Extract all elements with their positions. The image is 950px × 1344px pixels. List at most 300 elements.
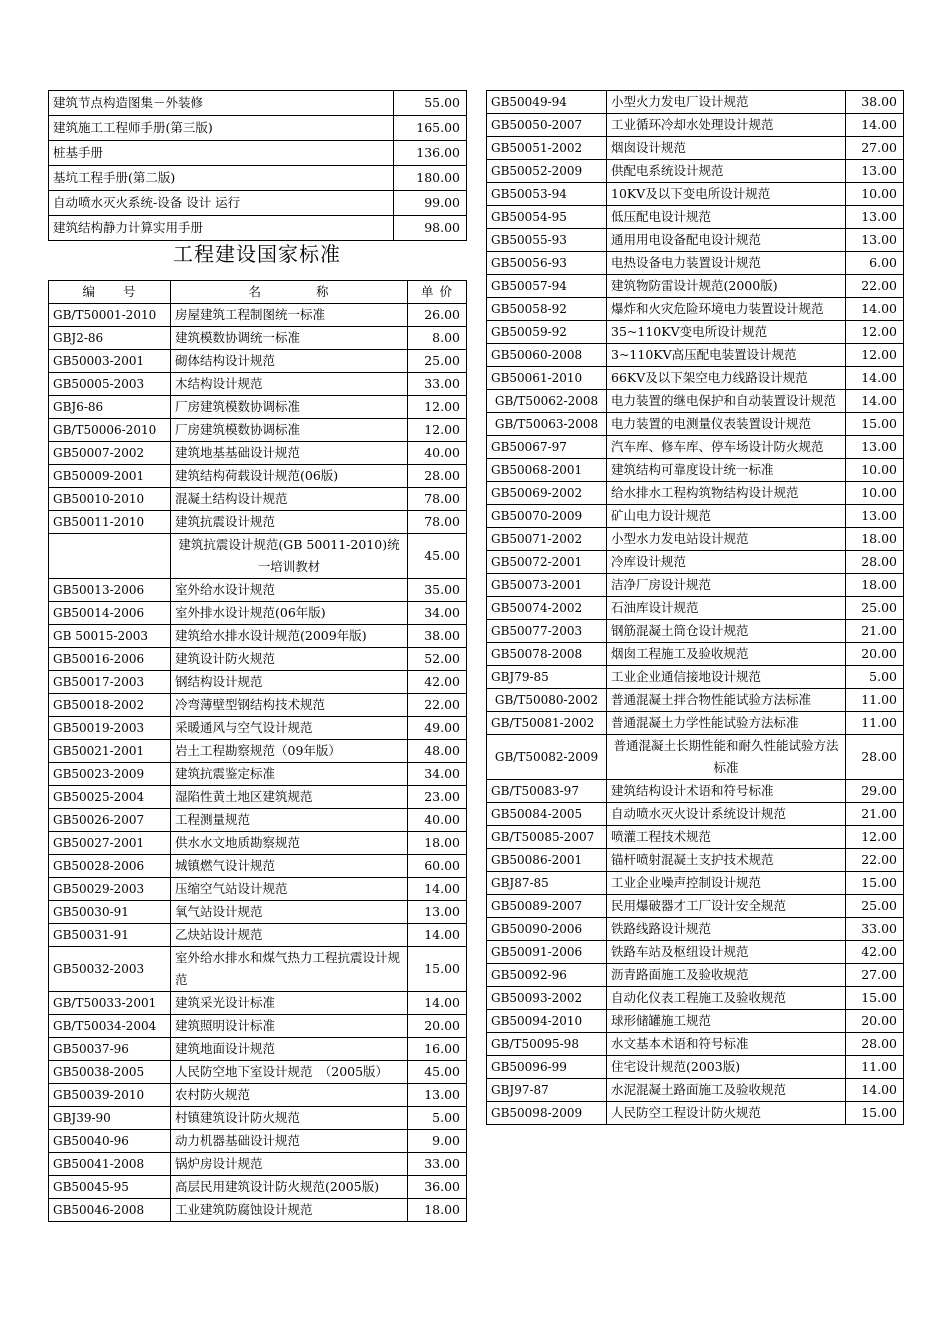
standard-price: 33.00 bbox=[408, 373, 467, 396]
standard-row bbox=[487, 1033, 904, 1056]
standard-row bbox=[49, 924, 467, 947]
standard-row bbox=[487, 849, 904, 872]
standard-row bbox=[487, 321, 904, 344]
standard-price: 13.00 bbox=[408, 901, 467, 924]
standard-row bbox=[49, 992, 467, 1015]
standard-name: 建筑物防雷设计规范(2000版) bbox=[607, 275, 846, 298]
standard-row bbox=[487, 183, 904, 206]
standard-name: 自动喷水灭火设计系统设计规范 bbox=[607, 803, 846, 826]
book-row bbox=[49, 191, 467, 216]
standard-name: 通用用电设备配电设计规范 bbox=[607, 229, 846, 252]
standard-code: GB50093-2002 bbox=[487, 987, 607, 1010]
standard-name: 建筑采光设计标准 bbox=[171, 992, 408, 1015]
standard-code: GBJ79-85 bbox=[487, 666, 607, 689]
standard-price: 42.00 bbox=[846, 941, 904, 964]
standard-row bbox=[487, 252, 904, 275]
standard-row bbox=[49, 442, 467, 465]
standard-row bbox=[487, 872, 904, 895]
standard-row bbox=[49, 534, 467, 579]
standard-name: 普通混凝土长期性能和耐久性能试验方法标准 bbox=[607, 735, 846, 780]
standard-name: 工业循环冷却水处理设计规范 bbox=[607, 114, 846, 137]
standard-code: GB50068-2001 bbox=[487, 459, 607, 482]
standard-code: GB/T50001-2010 bbox=[49, 304, 171, 327]
standard-code: GB50098-2009 bbox=[487, 1102, 607, 1125]
standard-row bbox=[49, 304, 467, 327]
standard-row bbox=[487, 574, 904, 597]
standard-code: GB50077-2003 bbox=[487, 620, 607, 643]
standard-price: 14.00 bbox=[846, 298, 904, 321]
standard-row bbox=[49, 648, 467, 671]
standard-row bbox=[487, 735, 904, 780]
standard-name: 住宅设计规范(2003版) bbox=[607, 1056, 846, 1079]
standard-price: 45.00 bbox=[408, 534, 467, 579]
standard-price: 15.00 bbox=[408, 947, 467, 992]
standard-name: 电力装置的电测量仪表装置设计规范 bbox=[607, 413, 846, 436]
standards-table-right bbox=[486, 90, 904, 1125]
standard-row bbox=[487, 114, 904, 137]
book-name: 桩基手册 bbox=[49, 141, 394, 166]
standard-price: 11.00 bbox=[846, 1056, 904, 1079]
book-price: 136.00 bbox=[394, 141, 467, 166]
standard-code: GB50037-96 bbox=[49, 1038, 171, 1061]
standard-price: 15.00 bbox=[846, 1102, 904, 1125]
standard-code: GB/T50082-2009 bbox=[487, 735, 607, 780]
book-price: 165.00 bbox=[394, 116, 467, 141]
standard-price: 78.00 bbox=[408, 511, 467, 534]
standard-code: GB/T50063-2008 bbox=[487, 413, 607, 436]
standard-code: GB50054-95 bbox=[487, 206, 607, 229]
standard-row bbox=[487, 390, 904, 413]
standard-row bbox=[49, 350, 467, 373]
header-name: 名 称 bbox=[171, 281, 408, 304]
standard-price: 21.00 bbox=[846, 620, 904, 643]
standard-name: 村镇建筑设计防火规范 bbox=[171, 1107, 408, 1130]
standard-price: 14.00 bbox=[846, 367, 904, 390]
standard-name: 工业企业噪声控制设计规范 bbox=[607, 872, 846, 895]
standard-row bbox=[487, 436, 904, 459]
standard-price: 48.00 bbox=[408, 740, 467, 763]
standard-name: 喷灌工程技术规范 bbox=[607, 826, 846, 849]
standard-code: GB50078-2008 bbox=[487, 643, 607, 666]
standard-price: 28.00 bbox=[846, 1033, 904, 1056]
standard-code: GB50026-2007 bbox=[49, 809, 171, 832]
standard-name: 农村防火规范 bbox=[171, 1084, 408, 1107]
standard-code: GB/T50080-2002 bbox=[487, 689, 607, 712]
standard-name: 压缩空气站设计规范 bbox=[171, 878, 408, 901]
standard-row bbox=[487, 137, 904, 160]
standard-row bbox=[49, 809, 467, 832]
standard-price: 18.00 bbox=[408, 832, 467, 855]
standard-name: 建筑结构荷载设计规范(06版) bbox=[171, 465, 408, 488]
standard-name: 城镇燃气设计规范 bbox=[171, 855, 408, 878]
standard-row bbox=[49, 740, 467, 763]
standard-code: GB50094-2010 bbox=[487, 1010, 607, 1033]
standard-price: 25.00 bbox=[846, 895, 904, 918]
standard-code: GB50031-91 bbox=[49, 924, 171, 947]
standard-price: 20.00 bbox=[408, 1015, 467, 1038]
standard-row bbox=[49, 671, 467, 694]
standard-price: 18.00 bbox=[846, 574, 904, 597]
standard-price: 27.00 bbox=[846, 137, 904, 160]
standard-row bbox=[487, 643, 904, 666]
standard-price: 60.00 bbox=[408, 855, 467, 878]
standard-price: 78.00 bbox=[408, 488, 467, 511]
standard-code: GB/T50081-2002 bbox=[487, 712, 607, 735]
standard-price: 5.00 bbox=[846, 666, 904, 689]
standard-name: 厂房建筑模数协调标准 bbox=[171, 396, 408, 419]
standard-code: GB50067-97 bbox=[487, 436, 607, 459]
standard-row bbox=[49, 396, 467, 419]
standard-row bbox=[49, 602, 467, 625]
book-row bbox=[49, 141, 467, 166]
standard-name: 爆炸和火灾危险环境电力装置设计规范 bbox=[607, 298, 846, 321]
standard-row bbox=[49, 1038, 467, 1061]
standard-price: 9.00 bbox=[408, 1130, 467, 1153]
standard-name: 小型水力发电站设计规范 bbox=[607, 528, 846, 551]
standard-price: 6.00 bbox=[846, 252, 904, 275]
standard-code: GB50059-92 bbox=[487, 321, 607, 344]
standard-row bbox=[49, 419, 467, 442]
standard-code: GB/T50034-2004 bbox=[49, 1015, 171, 1038]
standard-price: 11.00 bbox=[846, 689, 904, 712]
standard-code: GBJ6-86 bbox=[49, 396, 171, 419]
standard-price: 52.00 bbox=[408, 648, 467, 671]
standard-name: 建筑结构设计术语和符号标准 bbox=[607, 780, 846, 803]
standard-price: 8.00 bbox=[408, 327, 467, 350]
standard-code: GB/T50095-98 bbox=[487, 1033, 607, 1056]
standard-price: 13.00 bbox=[846, 229, 904, 252]
standard-row bbox=[487, 298, 904, 321]
standard-code: GB50055-93 bbox=[487, 229, 607, 252]
standard-row bbox=[487, 689, 904, 712]
standard-row bbox=[49, 832, 467, 855]
standard-price: 14.00 bbox=[846, 390, 904, 413]
standard-price: 23.00 bbox=[408, 786, 467, 809]
book-name: 建筑节点构造图集－外装修 bbox=[49, 91, 394, 116]
standard-row bbox=[487, 528, 904, 551]
standard-name: 建筑设计防火规范 bbox=[171, 648, 408, 671]
standard-price: 13.00 bbox=[846, 206, 904, 229]
standard-name: 冷弯薄壁型钢结构技术规范 bbox=[171, 694, 408, 717]
standard-name: 湿陷性黄土地区建筑规范 bbox=[171, 786, 408, 809]
standard-name: 汽车库、修车库、停车场设计防火规范 bbox=[607, 436, 846, 459]
standard-price: 33.00 bbox=[408, 1153, 467, 1176]
standard-price: 29.00 bbox=[846, 780, 904, 803]
standard-name: 钢结构设计规范 bbox=[171, 671, 408, 694]
standard-price: 14.00 bbox=[408, 992, 467, 1015]
standard-code: GB50038-2005 bbox=[49, 1061, 171, 1084]
book-name: 建筑结构静力计算实用手册 bbox=[49, 216, 394, 241]
standard-name: 小型火力发电厂设计规范 bbox=[607, 91, 846, 114]
standard-price: 34.00 bbox=[408, 602, 467, 625]
standard-price: 33.00 bbox=[846, 918, 904, 941]
standard-price: 34.00 bbox=[408, 763, 467, 786]
standard-name: 供水水文地质勘察规范 bbox=[171, 832, 408, 855]
standard-code: GB50069-2002 bbox=[487, 482, 607, 505]
standard-code: GB50051-2002 bbox=[487, 137, 607, 160]
book-price: 55.00 bbox=[394, 91, 467, 116]
standard-price: 10.00 bbox=[846, 482, 904, 505]
standard-row bbox=[487, 206, 904, 229]
standard-name: 工业企业通信接地设计规范 bbox=[607, 666, 846, 689]
standard-row bbox=[49, 465, 467, 488]
standard-row bbox=[49, 1153, 467, 1176]
standard-name: 民用爆破器才工厂设计安全规范 bbox=[607, 895, 846, 918]
standard-name: 氧气站设计规范 bbox=[171, 901, 408, 924]
standard-row bbox=[49, 947, 467, 992]
standard-price: 40.00 bbox=[408, 442, 467, 465]
standard-row bbox=[49, 694, 467, 717]
standard-name: 室外给水排水和煤气热力工程抗震设计规范 bbox=[171, 947, 408, 992]
standard-code: GB/T50033-2001 bbox=[49, 992, 171, 1015]
standard-name: 3~110KV高压配电装置设计规范 bbox=[607, 344, 846, 367]
book-name: 基坑工程手册(第二版) bbox=[49, 166, 394, 191]
standard-price: 40.00 bbox=[408, 809, 467, 832]
standard-name: 建筑抗震鉴定标准 bbox=[171, 763, 408, 786]
standard-row bbox=[49, 1130, 467, 1153]
standard-row bbox=[49, 717, 467, 740]
standard-code: GB/T50006-2010 bbox=[49, 419, 171, 442]
standard-name: 冷库设计规范 bbox=[607, 551, 846, 574]
standard-code: GB/T50062-2008 bbox=[487, 390, 607, 413]
standard-code: GB50086-2001 bbox=[487, 849, 607, 872]
standard-code: GB50046-2008 bbox=[49, 1199, 171, 1222]
standard-name: 球形储罐施工规范 bbox=[607, 1010, 846, 1033]
standard-price: 11.00 bbox=[846, 712, 904, 735]
standard-code: GB50007-2002 bbox=[49, 442, 171, 465]
standard-row bbox=[487, 459, 904, 482]
standard-code: GB50027-2001 bbox=[49, 832, 171, 855]
standard-price: 22.00 bbox=[846, 849, 904, 872]
standard-row bbox=[49, 327, 467, 350]
standard-name: 人民防空地下室设计规范 （2005版） bbox=[171, 1061, 408, 1084]
book-row bbox=[49, 116, 467, 141]
standard-code: GB50041-2008 bbox=[49, 1153, 171, 1176]
standard-price: 26.00 bbox=[408, 304, 467, 327]
standard-row bbox=[487, 780, 904, 803]
standard-row bbox=[487, 1010, 904, 1033]
standard-price: 15.00 bbox=[846, 413, 904, 436]
standard-code: GB50013-2006 bbox=[49, 579, 171, 602]
standard-code: GB50089-2007 bbox=[487, 895, 607, 918]
book-name: 建筑施工工程师手册(第三版) bbox=[49, 116, 394, 141]
book-price: 180.00 bbox=[394, 166, 467, 191]
standard-name: 动力机器基础设计规范 bbox=[171, 1130, 408, 1153]
standard-code: GB/T50083-97 bbox=[487, 780, 607, 803]
standard-price: 28.00 bbox=[846, 735, 904, 780]
standard-code: GB50084-2005 bbox=[487, 803, 607, 826]
standard-price: 20.00 bbox=[846, 1010, 904, 1033]
section-title: 工程建设国家标准 bbox=[173, 242, 341, 266]
standard-row bbox=[49, 1107, 467, 1130]
standard-price: 21.00 bbox=[846, 803, 904, 826]
book-row bbox=[49, 91, 467, 116]
standard-code: GB50060-2008 bbox=[487, 344, 607, 367]
standard-name: 洁净厂房设计规范 bbox=[607, 574, 846, 597]
standard-price: 15.00 bbox=[846, 872, 904, 895]
standard-name: 房屋建筑工程制图统一标准 bbox=[171, 304, 408, 327]
standard-price: 13.00 bbox=[846, 505, 904, 528]
standard-price: 28.00 bbox=[408, 465, 467, 488]
standard-code: GB50032-2003 bbox=[49, 947, 171, 992]
standard-price: 14.00 bbox=[408, 878, 467, 901]
standard-row bbox=[49, 1061, 467, 1084]
standard-code: GB50096-99 bbox=[487, 1056, 607, 1079]
standard-code: GB50052-2009 bbox=[487, 160, 607, 183]
standard-price: 12.00 bbox=[408, 396, 467, 419]
standard-code: GB50073-2001 bbox=[487, 574, 607, 597]
standard-name: 矿山电力设计规范 bbox=[607, 505, 846, 528]
standard-price: 12.00 bbox=[846, 321, 904, 344]
standard-name: 岩土工程勘察规范（09年版） bbox=[171, 740, 408, 763]
standard-row bbox=[49, 1015, 467, 1038]
standard-code: GB50058-92 bbox=[487, 298, 607, 321]
standard-code: GBJ97-87 bbox=[487, 1079, 607, 1102]
book-row bbox=[49, 216, 467, 241]
standard-price: 20.00 bbox=[846, 643, 904, 666]
standard-code: GB50071-2002 bbox=[487, 528, 607, 551]
standard-name: 10KV及以下变电所设计规范 bbox=[607, 183, 846, 206]
standard-name: 锅炉房设计规范 bbox=[171, 1153, 408, 1176]
standard-price: 18.00 bbox=[846, 528, 904, 551]
standard-name: 普通混凝土力学性能试验方法标准 bbox=[607, 712, 846, 735]
standard-row bbox=[487, 620, 904, 643]
standard-row bbox=[49, 579, 467, 602]
standard-name: 建筑抗震设计规范 bbox=[171, 511, 408, 534]
standard-row bbox=[49, 878, 467, 901]
standard-code: GB50030-91 bbox=[49, 901, 171, 924]
header-price: 单 价 bbox=[408, 281, 467, 304]
standard-name: 电力装置的继电保护和自动装置设计规范 bbox=[607, 390, 846, 413]
standard-row bbox=[487, 275, 904, 298]
standard-name: 乙炔站设计规范 bbox=[171, 924, 408, 947]
standard-name: 石油库设计规范 bbox=[607, 597, 846, 620]
book-price: 99.00 bbox=[394, 191, 467, 216]
standard-name: 建筑结构可靠度设计统一标准 bbox=[607, 459, 846, 482]
standard-row bbox=[487, 229, 904, 252]
standard-code: GB50021-2001 bbox=[49, 740, 171, 763]
standard-code: GB50005-2003 bbox=[49, 373, 171, 396]
standard-code: GB50040-96 bbox=[49, 1130, 171, 1153]
standard-row bbox=[487, 987, 904, 1010]
standard-name: 室外给水设计规范 bbox=[171, 579, 408, 602]
standards-table-left bbox=[48, 280, 467, 1222]
standard-code: GB50025-2004 bbox=[49, 786, 171, 809]
standard-price: 38.00 bbox=[408, 625, 467, 648]
standard-code: GB50090-2006 bbox=[487, 918, 607, 941]
standard-code: GB50014-2006 bbox=[49, 602, 171, 625]
standard-code: GB50070-2009 bbox=[487, 505, 607, 528]
standard-name: 水泥混凝土路面施工及验收规范 bbox=[607, 1079, 846, 1102]
standard-name: 35~110KV变电所设计规范 bbox=[607, 321, 846, 344]
standard-name: 钢筋混凝土筒仓设计规范 bbox=[607, 620, 846, 643]
standard-price: 10.00 bbox=[846, 459, 904, 482]
standard-code: GB50056-93 bbox=[487, 252, 607, 275]
standard-row bbox=[487, 367, 904, 390]
standard-row bbox=[49, 1199, 467, 1222]
standard-code: GBJ2-86 bbox=[49, 327, 171, 350]
standard-row bbox=[487, 895, 904, 918]
standard-code: GB50010-2010 bbox=[49, 488, 171, 511]
standard-code: GB50023-2009 bbox=[49, 763, 171, 786]
standard-code: GB50017-2003 bbox=[49, 671, 171, 694]
standard-price: 5.00 bbox=[408, 1107, 467, 1130]
standard-code: GB50050-2007 bbox=[487, 114, 607, 137]
standard-row bbox=[49, 625, 467, 648]
standard-name: 建筑地基基础设计规范 bbox=[171, 442, 408, 465]
standard-name: 普通混凝土拌合物性能试验方法标准 bbox=[607, 689, 846, 712]
standard-row bbox=[49, 901, 467, 924]
standard-code: GB50019-2003 bbox=[49, 717, 171, 740]
standard-price: 12.00 bbox=[408, 419, 467, 442]
standard-row bbox=[487, 91, 904, 114]
standard-name: 混凝土结构设计规范 bbox=[171, 488, 408, 511]
standard-code: GBJ87-85 bbox=[487, 872, 607, 895]
standard-name: 自动化仪表工程施工及验收规范 bbox=[607, 987, 846, 1010]
standard-name: 锚杆喷射混凝土支护技术规范 bbox=[607, 849, 846, 872]
standard-price: 15.00 bbox=[846, 987, 904, 1010]
standard-row bbox=[487, 160, 904, 183]
standard-code: GB 50015-2003 bbox=[49, 625, 171, 648]
standard-code: GB50049-94 bbox=[487, 91, 607, 114]
standard-name: 木结构设计规范 bbox=[171, 373, 408, 396]
standard-price: 12.00 bbox=[846, 344, 904, 367]
standard-code: GB50061-2010 bbox=[487, 367, 607, 390]
standard-name: 工业建筑防腐蚀设计规范 bbox=[171, 1199, 408, 1222]
standard-name: 工程测量规范 bbox=[171, 809, 408, 832]
standard-name: 烟囱工程施工及验收规范 bbox=[607, 643, 846, 666]
standard-code: GB50092-96 bbox=[487, 964, 607, 987]
standard-name: 室外排水设计规范(06年版) bbox=[171, 602, 408, 625]
standard-row bbox=[49, 855, 467, 878]
standard-price: 18.00 bbox=[408, 1199, 467, 1222]
standard-name: 水文基本术语和符号标准 bbox=[607, 1033, 846, 1056]
standard-price: 13.00 bbox=[846, 436, 904, 459]
standard-code: GB50016-2006 bbox=[49, 648, 171, 671]
standard-row bbox=[487, 666, 904, 689]
standard-price: 16.00 bbox=[408, 1038, 467, 1061]
standard-price: 27.00 bbox=[846, 964, 904, 987]
standard-name: 建筑给水排水设计规范(2009年版) bbox=[171, 625, 408, 648]
book-row bbox=[49, 166, 467, 191]
standard-price: 25.00 bbox=[408, 350, 467, 373]
standard-name: 沥青路面施工及验收规范 bbox=[607, 964, 846, 987]
standard-name: 建筑抗震设计规范(GB 50011-2010)统一培训教材 bbox=[171, 534, 408, 579]
standard-price: 22.00 bbox=[408, 694, 467, 717]
header-code: 编 号 bbox=[49, 281, 171, 304]
standard-code: GB50045-95 bbox=[49, 1176, 171, 1199]
standard-row bbox=[487, 826, 904, 849]
standard-name: 铁路车站及枢纽设计规范 bbox=[607, 941, 846, 964]
reference-books-table bbox=[48, 90, 467, 241]
standard-code: GB50009-2001 bbox=[49, 465, 171, 488]
standard-price: 14.00 bbox=[846, 1079, 904, 1102]
standard-name: 厂房建筑模数协调标准 bbox=[171, 419, 408, 442]
standard-price: 38.00 bbox=[846, 91, 904, 114]
standard-name: 高层民用建筑设计防火规范(2005版) bbox=[171, 1176, 408, 1199]
standard-price: 12.00 bbox=[846, 826, 904, 849]
standard-code: GB50003-2001 bbox=[49, 350, 171, 373]
standard-name: 建筑地面设计规范 bbox=[171, 1038, 408, 1061]
standard-price: 13.00 bbox=[846, 160, 904, 183]
standard-name: 铁路线路设计规范 bbox=[607, 918, 846, 941]
standard-row bbox=[49, 511, 467, 534]
standard-price: 36.00 bbox=[408, 1176, 467, 1199]
standard-row bbox=[487, 1056, 904, 1079]
standard-code: GB50074-2002 bbox=[487, 597, 607, 620]
standard-code: GBJ39-90 bbox=[49, 1107, 171, 1130]
standard-price: 14.00 bbox=[846, 114, 904, 137]
